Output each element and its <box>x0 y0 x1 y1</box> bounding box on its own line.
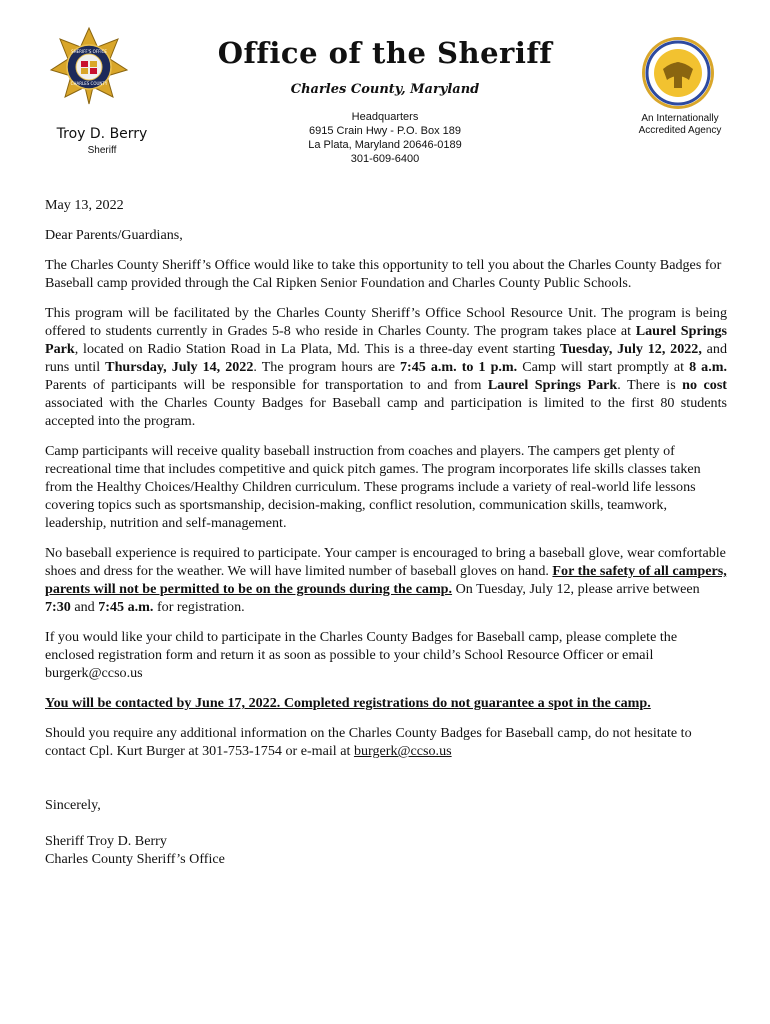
text-span: , located on Radio Station Road in La Plata, Md. This is a three-day event starting <box>74 341 560 357</box>
headquarters-block <box>260 110 510 166</box>
bold-start-date: Tuesday, July 12, 2022, <box>559 341 702 357</box>
paragraph-requirements <box>45 544 727 616</box>
bold-arrival-start: 7:30 <box>45 599 71 615</box>
letter-body <box>45 196 727 868</box>
safety-notice: For the safety of all campers, parents will not be permitted to be on the grounds during the camp. <box>45 563 727 597</box>
text-span: for registration. <box>153 599 245 615</box>
salutation: Dear Parents/Guardians, <box>45 227 183 243</box>
sheriff-badge-logo <box>49 26 129 106</box>
text-span: and runs until <box>45 341 728 375</box>
bold-arrival-end: 7:45 a.m. <box>98 599 154 615</box>
contact-notice <box>45 694 727 712</box>
paragraph-contact <box>45 724 727 760</box>
text-span: . The program hours are <box>253 359 400 375</box>
text-span: No baseball experience is required to participate. Your camper is encouraged to bring a baseball glove, wear comfortable shoes and dress for the weather. We will have limited number of baseball gloves on hand. <box>45 545 726 579</box>
bold-location: Laurel Springs Park <box>45 323 727 357</box>
text-span: On Tuesday, July 12, please arrive between <box>452 581 700 597</box>
letter-date: May 13, 2022 <box>45 197 124 213</box>
badge-text-bottom: CHARLES COUNTY <box>70 81 108 86</box>
paragraph-program-details <box>45 304 727 430</box>
accreditation-text <box>620 113 740 137</box>
text-span: . There is <box>617 377 683 393</box>
accreditation-seal-logo <box>641 36 715 110</box>
bold-no-cost: no cost <box>682 377 727 393</box>
email-link[interactable]: burgerk@ccso.us <box>353 743 452 759</box>
contact-notice-text: You will be contacted by June 17, 2022. Completed registrations do not guarantee a spot in the camp. <box>45 695 651 711</box>
accred-line2: Accredited Agency <box>638 125 722 136</box>
paragraph-camp-activities: Camp participants will receive quality baseball instruction from coaches and players. The campers get plenty of recreational time that includes competitive and quick pitch games. The program incorporates life skills classes taken from the Healthy Choices/Healthy Children curriculum. These programs include a variety of real-world life lessons covering topics such as sportsmanship, decision-making, conflict resolution, communication skills, teamwork, leadership, nutrition and self-management. <box>45 443 701 531</box>
paragraph-registration: If you would like your child to participate in the Charles County Badges for Baseball camp, please complete the enclosed registration form and return it as soon as possible to your child’s School Resource Officer or email burgerk@ccso.us <box>45 629 678 681</box>
hq-label: Headquarters <box>351 111 419 123</box>
closing: Sincerely, <box>45 797 101 813</box>
text-span: This program will be facilitated by the Charles County Sheriff’s Office School Resource Unit. The program is being offered to students currently in Grades 5-8 who reside in Charles County. The program takes place at <box>45 305 727 339</box>
office-title: Office of the Sheriff <box>217 36 553 70</box>
text-span: associated with the Charles County Badges for Baseball camp and participation is limited to the first 80 students accepted into the program. <box>45 395 727 429</box>
signature-office: Charles County Sheriff’s Office <box>45 851 225 867</box>
bold-start-time: 8 a.m. <box>689 359 727 375</box>
accred-line1: An Internationally <box>641 113 719 124</box>
text-span: Should you require any additional information on the Charles County Badges for Baseball camp, do not hesitate to contact Cpl. Kurt Burger at 301-753-1754 or e-mail at <box>45 725 692 759</box>
office-subtitle: Charles County, Maryland <box>290 82 480 97</box>
bold-location-2: Laurel Springs Park <box>487 377 618 393</box>
text-span: Camp will start promptly at <box>517 359 690 375</box>
hq-address-line1: 6915 Crain Hwy - P.O. Box 189 <box>308 125 462 137</box>
badge-text-top: SHERIFF'S OFFICE <box>71 49 107 54</box>
bold-hours: 7:45 a.m. to 1 p.m. <box>400 359 518 375</box>
hq-phone: 301-609-6400 <box>350 153 420 165</box>
text-span: and <box>70 599 99 615</box>
sheriff-title: Sheriff <box>87 145 117 156</box>
sheriff-name: Troy D. Berry <box>56 126 148 142</box>
text-span: Parents of participants will be responsible for transportation to and from <box>45 377 488 393</box>
bold-end-date: Thursday, July 14, 2022 <box>105 359 254 375</box>
hq-address-line2: La Plata, Maryland 20646-0189 <box>308 139 462 151</box>
paragraph-intro: The Charles County Sheriff’s Office would like to take this opportunity to tell you about the Charles County Badges for Baseball camp provided through the Cal Ripken Senior Foundation and Charles County Public Schools. <box>45 257 722 291</box>
signature-name: Sheriff Troy D. Berry <box>45 833 167 849</box>
